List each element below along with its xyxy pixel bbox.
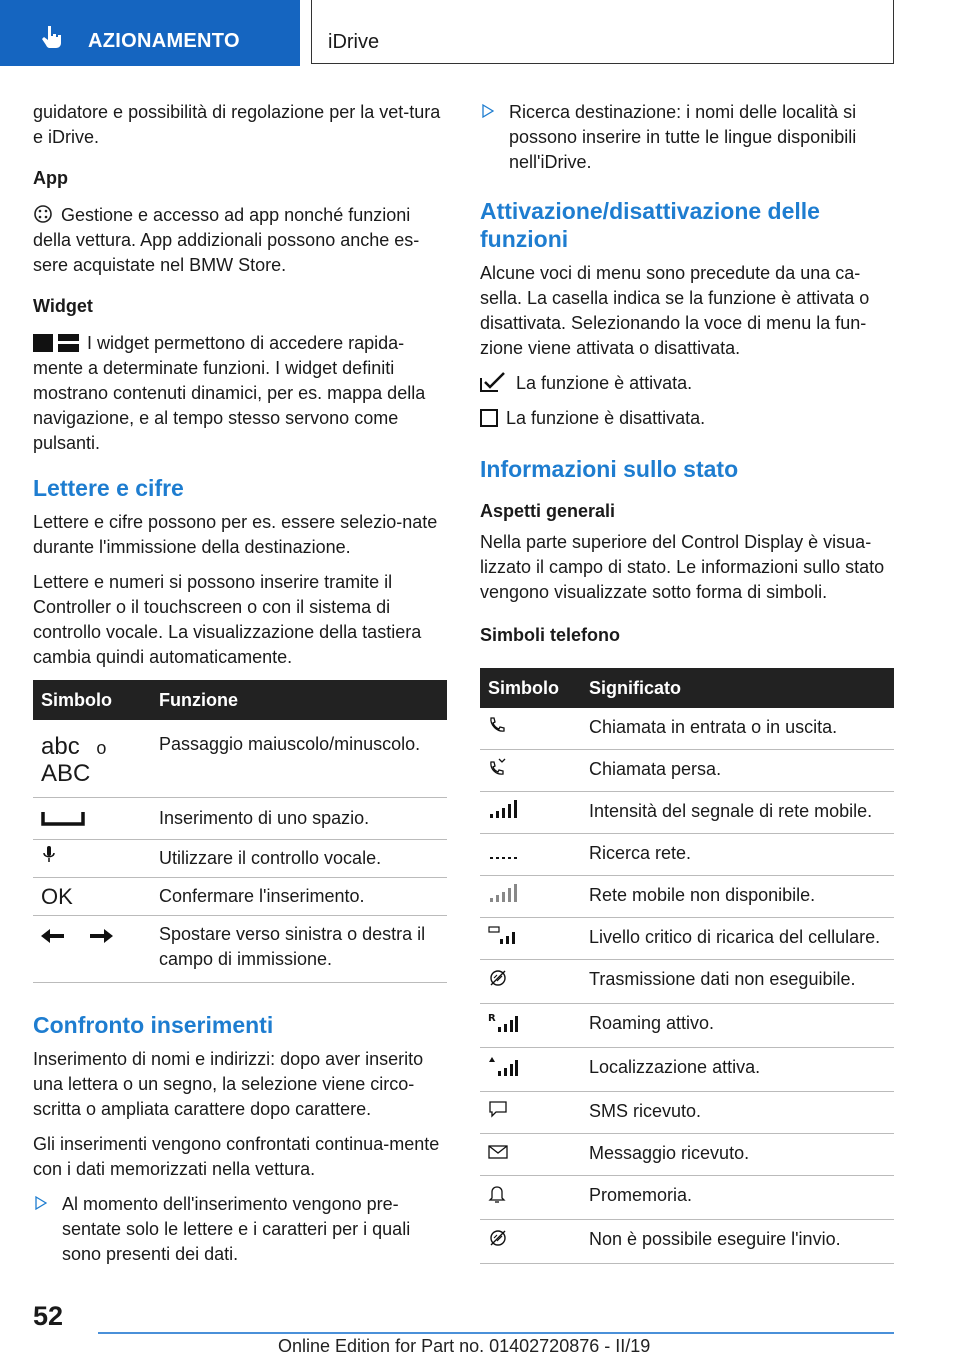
- column-header-symbol: Simbolo: [480, 668, 581, 708]
- table-row: [480, 960, 894, 1004]
- inactive-text: La funzione è disattivata.: [506, 408, 706, 428]
- column-header-meaning: Significato: [581, 668, 894, 708]
- message-icon: [488, 1144, 508, 1160]
- topic-title: iDrive: [328, 31, 380, 53]
- arrows-left-right-icon: [41, 928, 113, 944]
- hand-pointer-icon: [40, 24, 66, 50]
- checkbox-empty-icon: [480, 409, 498, 427]
- checkbox-checked-icon: [480, 372, 508, 392]
- function-text: Passaggio maiuscolo/minuscolo.: [151, 720, 447, 798]
- table-row: [480, 1134, 894, 1176]
- app-paragraph: [33, 203, 447, 278]
- roaming-icon: [488, 1012, 518, 1032]
- app-text: Gestione e accesso ad app nonché funzioni della vettura. App addizionali possono anche es-sere acquistate nel BMW Store.: [33, 205, 420, 275]
- phone-symbols-table: [480, 668, 894, 1264]
- table-row: [480, 1048, 894, 1092]
- activation-heading: Attivazione/disattivazione delle funzioni: [480, 198, 820, 252]
- phone-call-icon: [488, 716, 506, 734]
- function-text: Utilizzare il controllo vocale.: [151, 840, 447, 878]
- widget-heading: Widget: [33, 296, 93, 316]
- table-row: [480, 1004, 894, 1048]
- table-row: [33, 916, 447, 983]
- bullet-text: Al momento dell'inserimento vengono pre-sentate solo le lettere e i caratteri per i quali sono presenti dei dati.: [62, 1194, 411, 1264]
- microphone-icon: [41, 846, 57, 864]
- phone-symbols-heading: Simboli telefono: [480, 625, 621, 645]
- meaning-text: Roaming attivo.: [581, 1004, 894, 1048]
- column-header-symbol: Simbolo: [33, 680, 151, 720]
- meaning-text: Chiamata persa.: [581, 750, 894, 792]
- svg-text:R: R: [488, 1013, 496, 1024]
- meaning-text: Localizzazione attiva.: [581, 1048, 894, 1092]
- meaning-text: Trasmissione dati non eseguibile.: [581, 960, 894, 1004]
- compare-paragraph-1: Inserimento di nomi e indirizzi: dopo aver inserito una lettera o un segno, la selezione viene circo-scritta o ampliata carattere dopo carattere.: [33, 1049, 424, 1119]
- meaning-text: Ricerca rete.: [581, 834, 894, 876]
- table-row: [33, 798, 447, 840]
- left-column: [33, 100, 447, 1277]
- app-heading: App: [33, 168, 68, 188]
- widget-paragraph: [33, 331, 447, 456]
- no-network-icon: [488, 884, 518, 902]
- section-title: AZIONAMENTO: [88, 30, 240, 52]
- meaning-text: Intensità del segnale di rete mobile.: [581, 792, 894, 834]
- function-text: Spostare verso sinistra o destra il campo di immissione.: [151, 916, 447, 983]
- table-row: [480, 834, 894, 876]
- letters-paragraph-1: Lettere e cifre possono per es. essere selezio-nate durante l'immissione della destinazione.: [33, 512, 438, 557]
- intro-paragraph: guidatore e possibilità di regolazione per la vet-tura e iDrive.: [33, 102, 441, 147]
- data-disabled-icon: [488, 968, 508, 988]
- abc-ABC-toggle-icon: [33, 720, 151, 798]
- footer-rule: [98, 1332, 894, 1334]
- app-grid-icon: [33, 204, 53, 224]
- widget-text: I widget permettono di accedere rapida-mente a determinate funzioni. I widget definiti mostrano contenuti dinamici, per es. mappa della navigazione, e al tempo stesso servono come pulsanti.: [33, 333, 426, 453]
- letters-heading: Lettere e cifre: [33, 475, 184, 501]
- function-text: Confermare l'inserimento.: [151, 878, 447, 916]
- compare-paragraph-2: Gli inserimenti vengono confrontati continua-mente con i dati memorizzati nella vettura.: [33, 1134, 440, 1179]
- activation-paragraph: Alcune voci di menu sono precedute da una ca-sella. La casella indica se la funzione è attivata o disattivata. Selezionando la voce di menu la fun-zione viene attivata o disattivata.: [480, 263, 870, 358]
- column-header-function: Funzione: [151, 680, 447, 720]
- table-row: [480, 1176, 894, 1220]
- footer-edition: Online Edition for Part no. 01402720876 - II/19: [278, 1336, 651, 1356]
- table-row: [480, 1220, 894, 1264]
- low-battery-icon: [488, 926, 518, 944]
- network-search-icon: [488, 842, 518, 860]
- missed-call-icon: [488, 758, 506, 776]
- table-row: [33, 840, 447, 878]
- table-row: [480, 750, 894, 792]
- table-row: [33, 720, 447, 798]
- keyboard-symbols-table: [33, 680, 447, 983]
- reminder-bell-icon: [488, 1184, 506, 1204]
- general-heading: Aspetti generali: [480, 501, 616, 521]
- meaning-text: Chiamata in entrata o in uscita.: [581, 708, 894, 750]
- space-bar-icon: [41, 812, 85, 826]
- table-row: [480, 876, 894, 918]
- send-disabled-icon: [488, 1228, 508, 1248]
- topic-box: [311, 0, 894, 64]
- table-row: [480, 708, 894, 750]
- table-row: [480, 792, 894, 834]
- right-column: [480, 100, 894, 1264]
- general-paragraph: Nella parte superiore del Control Display è visua-lizzato il campo di stato. Le informazioni sullo stato vengono visualizzate sotto forma di simboli.: [480, 532, 885, 602]
- table-row: [33, 878, 447, 916]
- meaning-text: Livello critico di ricarica del cellulare.: [581, 918, 894, 960]
- letters-paragraph-2: Lettere e numeri si possono inserire tramite il Controller o il touchscreen o con il sistema di controllo vocale. La visualizzazione della tastiera cambia quindi automaticamente.: [33, 572, 422, 667]
- list-item: [33, 1192, 447, 1267]
- function-text: Inserimento di uno spazio.: [151, 798, 447, 840]
- inactive-row: [480, 406, 894, 431]
- compare-heading: Confronto inserimenti: [33, 1012, 274, 1038]
- meaning-text: Rete mobile non disponibile.: [581, 876, 894, 918]
- sms-icon: [488, 1100, 508, 1118]
- widget-icon: [33, 334, 79, 352]
- meaning-text: Non è possibile eseguire l'invio.: [581, 1220, 894, 1264]
- table-row: [480, 1092, 894, 1134]
- triangle-bullet-icon: [35, 1196, 47, 1210]
- table-header-row: [480, 668, 894, 708]
- meaning-text: SMS ricevuto.: [581, 1092, 894, 1134]
- active-text: La funzione è attivata.: [516, 373, 693, 393]
- active-row: [480, 371, 894, 396]
- table-row: [480, 918, 894, 960]
- section-tab: [0, 0, 300, 66]
- table-header-row: [33, 680, 447, 720]
- uppercase-label: ABC: [41, 760, 91, 787]
- meaning-text: Messaggio ricevuto.: [581, 1134, 894, 1176]
- page-number: 52: [33, 1301, 64, 1331]
- meaning-text: Promemoria.: [581, 1176, 894, 1220]
- location-active-icon: [488, 1056, 518, 1076]
- list-item: [480, 100, 894, 175]
- triangle-bullet-icon: [482, 104, 494, 118]
- bullet-text: Ricerca destinazione: i nomi delle località si possono inserire in tutte le lingue disponibili nell'iDrive.: [509, 102, 857, 172]
- or-label: o: [96, 738, 107, 758]
- ok-icon: OK: [33, 878, 151, 916]
- status-heading: Informazioni sullo stato: [480, 456, 739, 482]
- signal-strength-icon: [488, 800, 518, 818]
- lowercase-label: abc: [41, 733, 80, 760]
